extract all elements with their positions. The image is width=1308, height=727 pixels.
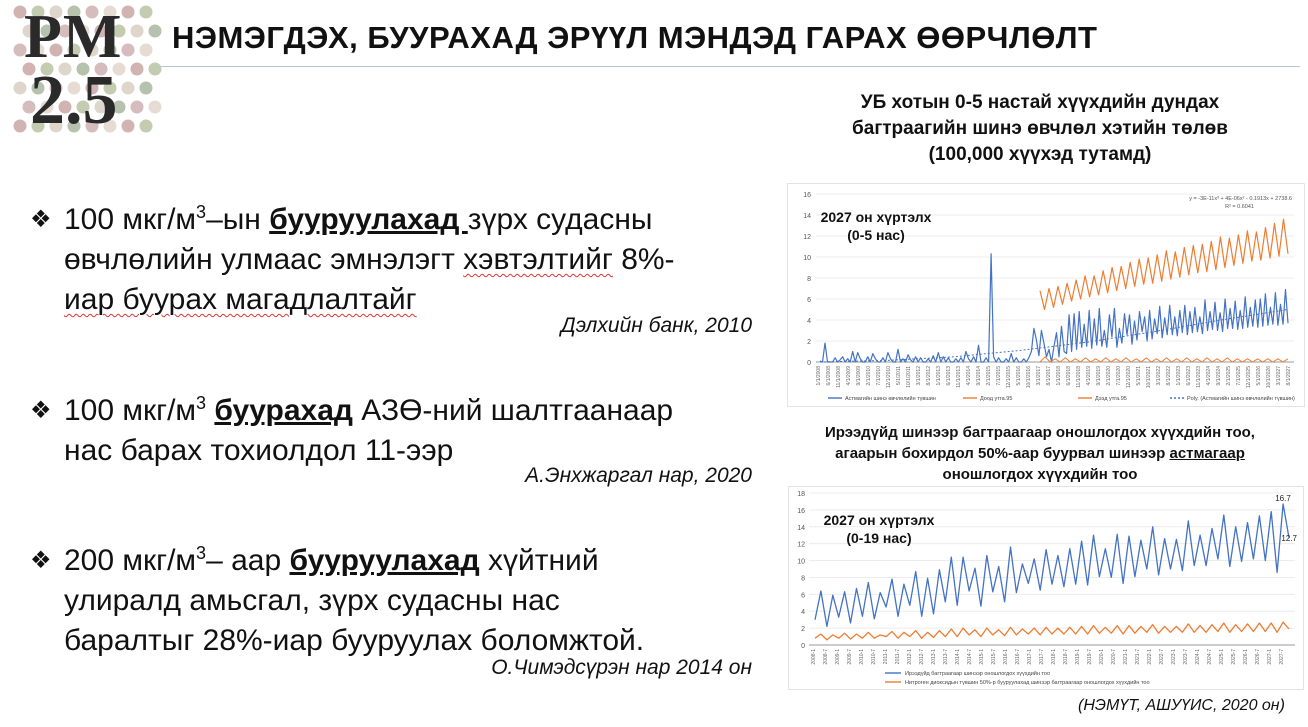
chart-1-x-tick: 7/1/2010 xyxy=(876,366,882,386)
logo-dot xyxy=(122,82,135,95)
chart-1-y-tick: 14 xyxy=(803,213,811,220)
chart-1-y-tick: 10 xyxy=(803,255,811,262)
chart-1-x-tick: 10/1/2021 xyxy=(1146,366,1152,389)
chart-1-title: УБ хотын 0-5 настай хүүхдийн дундах багтраагийн шинэ өвчлөл хэтийн төлөв (100,000 хүүхэд тутамд) xyxy=(852,92,1228,165)
chart-1-x-tick: 1/1/2023 xyxy=(1176,366,1182,386)
chart-2-x-tick: 2016-1 xyxy=(1003,649,1009,665)
chart-2-x-tick: 2012-1 xyxy=(907,649,913,665)
chart-2-x-tick: 2024-7 xyxy=(1207,649,1213,665)
logo-dot xyxy=(131,25,144,38)
chart-1-x-tick: 8/1/2027 xyxy=(1286,366,1292,386)
slide-title: НЭМЭГДЭХ, БУУРАХАД ЭРҮҮЛ МЭНДЭД ГАРАХ ӨӨРЧЛӨЛТ xyxy=(172,20,1098,55)
chart-2-x-tick: 2014-1 xyxy=(955,649,961,665)
chart-2-x-tick: 2023-7 xyxy=(1183,649,1189,665)
chart-2-x-tick: 2015-1 xyxy=(979,649,985,665)
logo-dot xyxy=(122,120,135,133)
chart-2-y-tick: 8 xyxy=(801,575,805,583)
chart-2-x-tick: 2027-1 xyxy=(1267,649,1273,665)
chart-1-x-tick: 7/1/2025 xyxy=(1236,366,1242,386)
chart-2-x-tick: 2017-7 xyxy=(1039,649,1045,665)
bullet-3-line-1: ❖ 200 мкг/$м^3-$ аар бууруулахад хүйтний xyxy=(30,533,760,581)
chart-2-x-tick: 2010-1 xyxy=(859,649,865,665)
chart-1-x-tick: 9/1/2014 xyxy=(976,366,982,386)
chart-1-x-tick: 5/1/2016 xyxy=(1016,366,1022,386)
chart-1-y-tick: 12 xyxy=(803,234,811,241)
chart-2-x-tick: 2026-7 xyxy=(1255,649,1261,665)
chart-2-x-tick: 2013-7 xyxy=(943,649,949,665)
logo-dot xyxy=(149,63,162,76)
chart-2-y-tick: 10 xyxy=(797,558,805,566)
chart-2-x-tick: 2021-7 xyxy=(1135,649,1141,665)
bullet-1-line-2: өвчлөлийн улмаас эмнэлэгт хэвтэлтийг 8%- xyxy=(64,243,675,276)
chart-2-x-tick: 2018-1 xyxy=(1051,649,1057,665)
pm25-logo xyxy=(12,4,162,140)
title-divider xyxy=(160,66,1300,67)
chart-2-y-tick: 12 xyxy=(797,541,805,549)
diamond-bullet-icon: ❖ xyxy=(30,397,52,424)
chart-1-x-tick: 6/1/2013 xyxy=(946,366,952,386)
chart-2-x-tick: 2011-1 xyxy=(883,649,889,665)
logo-dot xyxy=(149,25,162,38)
chart-2-x-tick: 2008-7 xyxy=(823,649,829,665)
chart-2-y-tick: 0 xyxy=(801,643,805,650)
chart-1-x-tick: 11/1/2013 xyxy=(956,366,962,388)
bullet-2-line-2: нас барах тохиолдол 11-ээр xyxy=(64,434,454,467)
chart-1-x-tick: 11/1/2008 xyxy=(836,366,842,388)
chart-2-x-tick: 2011-7 xyxy=(895,649,901,665)
logo-dot xyxy=(140,120,153,133)
bullet-2-source: А.Энхжаргал нар, 2020 xyxy=(525,464,752,487)
chart-2-x-tick: 2019-7 xyxy=(1087,649,1093,665)
chart-1-y-tick: 16 xyxy=(803,192,811,199)
chart-1-x-tick: 7/1/2020 xyxy=(1116,366,1122,386)
chart-1-x-tick: 9/1/2019 xyxy=(1096,366,1102,386)
bullet-3-line-2: улиралд амьсгал, зүрх судасны нас xyxy=(64,584,560,617)
logo-dot xyxy=(140,82,153,95)
chart-1-x-tick: 1/1/2013 xyxy=(936,366,942,386)
chart-1-legend-item: Астмагийн шинэ өвчлөлийн түвшин xyxy=(845,396,936,402)
chart-1-x-tick: 7/1/2015 xyxy=(996,366,1002,386)
chart-2-x-tick: 2014-7 xyxy=(967,649,973,665)
chart-1-x-tick: 2/1/2015 xyxy=(986,366,992,386)
chart-2-x-tick: 2009-1 xyxy=(835,649,841,665)
chart-1-x-tick: 3/1/2012 xyxy=(916,366,922,386)
logo-dot xyxy=(122,6,135,19)
chart-2-x-tick: 2019-1 xyxy=(1075,649,1081,665)
chart-1-x-tick: 9/1/2024 xyxy=(1216,366,1222,386)
chart-2-x-tick: 2026-1 xyxy=(1243,649,1249,665)
chart-2-x-tick: 2008-1 xyxy=(811,649,817,665)
bullet-1-source: Дэлхийн банк, 2010 xyxy=(560,314,752,337)
chart-2-y-tick: 6 xyxy=(801,592,805,600)
chart-2-x-tick: 2015-7 xyxy=(991,649,997,665)
bullet-2 xyxy=(30,383,760,471)
chart-1-x-tick: 6/1/2018 xyxy=(1066,366,1072,386)
logo-dot xyxy=(14,82,27,95)
chart-1-x-tick: 10/1/2016 xyxy=(1026,366,1032,389)
chart-2-x-tick: 2013-1 xyxy=(931,649,937,665)
chart-1-legend-item: Poly. (Астмагийн шинэ өвчлөлийн түвшин) xyxy=(1187,396,1295,402)
chart-1-trend-line xyxy=(820,310,1288,363)
chart-1-x-tick: 2/1/2025 xyxy=(1226,366,1232,386)
logo-dot xyxy=(14,120,27,133)
chart-1-x-tick: 2/1/2020 xyxy=(1106,366,1112,386)
chart-1-x-tick: 9/1/2009 xyxy=(856,366,862,386)
logo-dot xyxy=(131,101,144,114)
chart-2-panel xyxy=(788,486,1304,690)
chart-1-legend-item: Дээд утга.95 xyxy=(1095,396,1127,402)
diamond-bullet-icon: ❖ xyxy=(30,547,52,574)
footer-source: (НЭМҮТ, АШУҮИС, 2020 он) xyxy=(1078,697,1285,714)
chart-1-series-blue xyxy=(820,254,1288,362)
chart-2-x-tick: 2020-1 xyxy=(1099,649,1105,665)
chart-2-x-tick: 2016-7 xyxy=(1015,649,1021,665)
chart-1-x-tick: 8/1/2012 xyxy=(926,366,932,386)
chart-1-equation: y = -3E-11x³ + 4E-06x² - 0.1913x + 2738.6 xyxy=(1189,196,1292,202)
chart-2-y-tick: 18 xyxy=(797,491,805,498)
chart-1-y-tick: 0 xyxy=(807,360,811,367)
chart-1-x-tick: 5/1/2026 xyxy=(1256,366,1262,386)
chart-2-series-orange xyxy=(815,622,1289,640)
chart-1-x-tick: 3/1/2017 xyxy=(1036,366,1042,386)
chart-2-annotation: 2027 он хүртэлх (0-19 нас) xyxy=(823,512,935,546)
chart-1-x-tick: 1/1/2018 xyxy=(1056,366,1062,386)
chart-2-x-tick: 2018-7 xyxy=(1063,649,1069,665)
chart-1-x-tick: 12/1/2010 xyxy=(886,366,892,389)
logo-25-text: 2.5 xyxy=(30,62,118,139)
chart-2-x-tick: 2009-7 xyxy=(847,649,853,665)
bullet-1 xyxy=(30,192,760,320)
chart-1-x-tick: 1/1/2008 xyxy=(816,366,822,386)
chart-1-y-tick: 4 xyxy=(807,318,811,325)
chart-2-x-tick: 2027-7 xyxy=(1279,649,1285,665)
chart-1-y-tick: 8 xyxy=(807,276,811,283)
chart-1-x-tick: 6/1/2008 xyxy=(826,366,832,386)
chart-1-x-tick: 12/1/2015 xyxy=(1006,366,1012,389)
chart-2-legend-item: Нитроген диоксидын түвшин 50%-р бууруулахад шинээр багтраагаар оношлогдох хүүхдийн тоо xyxy=(905,680,1150,686)
chart-1-x-tick: 12/1/2025 xyxy=(1246,366,1252,389)
chart-2-title: Ирээдүйд шинээр багтраагаар оношлогдох хүүхдийн тоо, агаарын бохирдол 50%-аар буурвал шинээр астмагаар оношлогдох хүүхдийн тоо xyxy=(825,424,1255,483)
chart-1-x-tick: 11/1/2018 xyxy=(1076,366,1082,388)
diamond-bullet-icon: ❖ xyxy=(30,206,52,233)
chart-2-data-label-peak: 16.7 xyxy=(1275,493,1291,503)
chart-2-data-label-end: 12.7 xyxy=(1281,533,1297,543)
chart-2-x-tick: 2025-7 xyxy=(1231,649,1237,665)
chart-1-x-tick: 11/1/2023 xyxy=(1196,366,1202,388)
chart-1-x-tick: 8/1/2022 xyxy=(1166,366,1172,386)
chart-2-x-tick: 2017-1 xyxy=(1027,649,1033,665)
chart-2-y-tick: 2 xyxy=(801,626,805,634)
chart-2-x-tick: 2024-1 xyxy=(1195,649,1201,665)
bullet-1-line-1: ❖ 100 мкг/$м^3-ын$ бууруулахад зүрх судасны xyxy=(30,192,760,240)
bullet-3-line-3: баралтыг 28%-иар бууруулах боломжтой. xyxy=(64,624,645,657)
chart-2-x-tick: 2010-7 xyxy=(871,649,877,665)
logo-pm-text: PM xyxy=(24,3,123,71)
chart-1-legend-item: Доод утга.95 xyxy=(980,396,1013,402)
chart-2-x-tick: 2021-1 xyxy=(1123,649,1129,665)
chart-1-series-orange-upper xyxy=(1040,219,1288,309)
chart-2-y-tick: 4 xyxy=(801,609,805,617)
logo-dot xyxy=(122,44,135,57)
chart-2-x-tick: 2020-7 xyxy=(1111,649,1117,665)
logo-dot xyxy=(140,6,153,19)
chart-2-x-tick: 2023-1 xyxy=(1171,649,1177,665)
chart-2-x-tick: 2012-7 xyxy=(919,649,925,665)
chart-1-y-tick: 2 xyxy=(807,339,811,346)
chart-1-y-tick: 6 xyxy=(807,297,811,304)
chart-1-annotation: 2027 он хүртэлх (0-5 нас) xyxy=(820,209,932,243)
chart-1-x-tick: 4/1/2019 xyxy=(1086,366,1092,386)
chart-1-panel xyxy=(787,183,1305,407)
bullet-3-source: О.Чимэдсүрэн нар 2014 он xyxy=(491,656,752,679)
chart-1-x-tick: 2/1/2010 xyxy=(866,366,872,386)
chart-1-x-tick: 6/1/2023 xyxy=(1186,366,1192,386)
chart-1-x-tick: 3/1/2027 xyxy=(1276,366,1282,386)
bullet-3 xyxy=(30,533,760,661)
logo-dot xyxy=(149,101,162,114)
chart-2-y-tick: 14 xyxy=(797,524,805,532)
chart-1-r2: R² = 0.6041 xyxy=(1225,204,1254,210)
chart-2-x-tick: 2022-1 xyxy=(1147,649,1153,665)
chart-1-x-tick: 4/1/2024 xyxy=(1206,366,1212,386)
chart-1-x-tick: 10/1/2026 xyxy=(1266,366,1272,389)
chart-1-x-tick: 12/1/2020 xyxy=(1126,366,1132,389)
logo-dot xyxy=(131,63,144,76)
chart-1-x-tick: 5/1/2021 xyxy=(1136,366,1142,386)
bullet-1-line-3: иар буурах магадлалтайг xyxy=(64,283,417,316)
logo-dot xyxy=(140,44,153,57)
chart-1-x-tick: 4/1/2014 xyxy=(966,366,972,386)
chart-1-x-tick: 8/1/2017 xyxy=(1046,366,1052,386)
bullet-2-line-1: ❖ 100 мкг/$м^3$ буурахад АЗӨ-ний шалтгаанаар xyxy=(30,383,760,431)
chart-1-x-tick: 10/1/2011 xyxy=(906,366,912,388)
chart-2-y-tick: 16 xyxy=(797,507,805,515)
chart-1-series-orange-lower xyxy=(1040,357,1288,362)
chart-2-x-tick: 2022-7 xyxy=(1159,649,1165,665)
chart-1-x-tick: 5/1/2011 xyxy=(896,366,902,386)
chart-1-x-tick: 4/1/2009 xyxy=(846,366,852,386)
chart-2-x-tick: 2025-1 xyxy=(1219,649,1225,665)
chart-1-x-tick: 3/1/2022 xyxy=(1156,366,1162,386)
chart-2-legend-item: Ирээдүйд багтраагаар шинээр оношлогдох хүүхдийн тоо xyxy=(905,671,1051,677)
